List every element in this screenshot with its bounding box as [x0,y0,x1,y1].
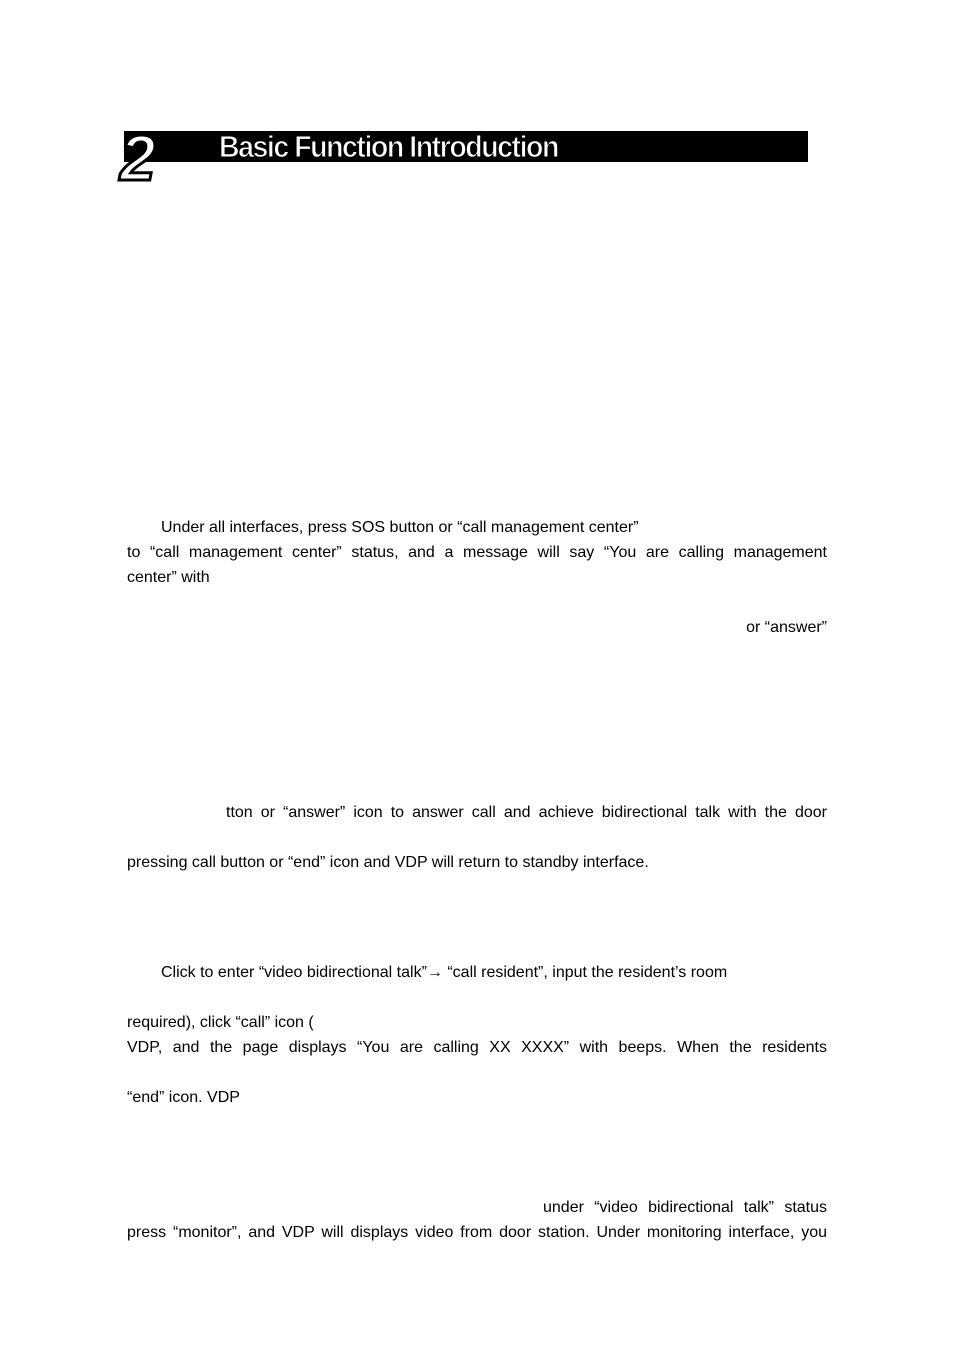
text-line: Under all interfaces, press SOS button or “call management center” [161,519,639,536]
text-line: press “monitor”, and VDP will displays video from door station. Under monitoring interface, you [127,1224,827,1241]
text-line: or “answer” [746,619,827,636]
text-line: tton or “answer” icon to answer call and achieve bidirectional talk with the door [226,804,827,821]
text-line: Click to enter “video bidirectional talk”→ “call resident”, input the resident’s room [161,964,728,981]
chapter-title: Basic Function Introduction [219,129,558,164]
text-line: required), click “call” icon ( [127,1014,314,1031]
text-line: pressing call button or “end” icon and VDP will return to standby interface. [127,854,649,871]
text-line: VDP, and the page displays “You are calling XX XXXX” with beeps. When the residents [127,1039,827,1056]
text-line: “end” icon. VDP [127,1089,240,1106]
text-line: center” with [127,569,210,586]
chapter-number: 2 [120,122,154,194]
text-line: to “call management center” status, and a message will say “You are calling management [127,544,827,561]
text-line: under “video bidirectional talk” status [543,1199,827,1216]
